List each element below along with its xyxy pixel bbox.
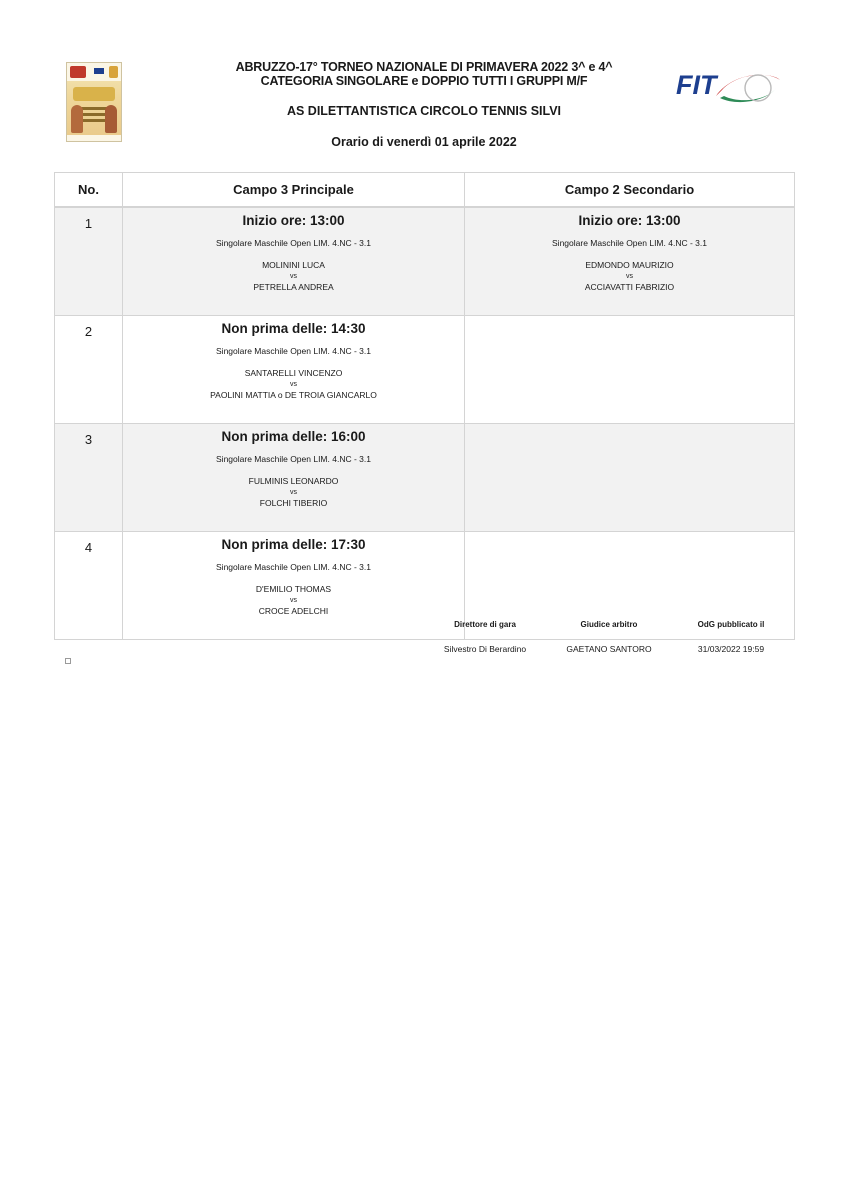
row-number: 4 [55, 532, 123, 640]
player-2: FOLCHI TIBERIO [259, 498, 328, 508]
match-event: Singolare Maschile Open LIM. 4.NC - 3.1 [216, 562, 371, 572]
match-event: Singolare Maschile Open LIM. 4.NC - 3.1 [216, 238, 371, 248]
vs-label: vs [626, 273, 633, 280]
table-row [55, 424, 795, 532]
player-1: EDMONDO MAURIZIO [585, 260, 674, 270]
player-2: CROCE ADELCHI [258, 606, 329, 616]
player-1: SANTARELLI VINCENZO [244, 368, 343, 378]
header-no: No. [55, 173, 123, 208]
club-name: AS DILETTANTISTICA CIRCOLO TENNIS SILVI [286, 104, 562, 118]
match-time: Inizio ore: 13:00 [242, 213, 345, 228]
tournament-poster-image [66, 62, 122, 142]
match-event: Singolare Maschile Open LIM. 4.NC - 3.1 [216, 346, 371, 356]
player-2: ACCIAVATTI FABRIZIO [584, 282, 675, 292]
tournament-title-line2: CATEGORIA SINGOLARE e DOPPIO TUTTI I GRUPPI M/F [260, 74, 588, 88]
director-name: Silvestro Di Berardino [443, 644, 527, 654]
schedule-table [54, 172, 795, 640]
match-cell [123, 316, 465, 424]
referee-block [544, 620, 674, 654]
director-block [420, 620, 550, 654]
header-court-3: Campo 3 Principale [123, 173, 465, 208]
vs-label: vs [290, 489, 297, 496]
empty-cell [465, 316, 795, 424]
table-row [55, 207, 795, 316]
match-cell [123, 532, 465, 640]
published-value: 31/03/2022 19:59 [697, 644, 765, 654]
table-row [55, 316, 795, 424]
vs-label: vs [290, 381, 297, 388]
director-label: Direttore di gara [454, 620, 516, 629]
match-event: Singolare Maschile Open LIM. 4.NC - 3.1 [216, 454, 371, 464]
vs-label: vs [290, 273, 297, 280]
referee-name: GAETANO SANTORO [566, 644, 652, 654]
row-number: 2 [55, 316, 123, 424]
match-cell [123, 424, 465, 532]
match-time: Non prima delle: 17:30 [221, 537, 366, 552]
published-block [666, 620, 796, 654]
player-1: MOLININI LUCA [262, 260, 325, 270]
vs-label: vs [290, 597, 297, 604]
player-1: FULMINIS LEONARDO [248, 476, 339, 486]
player-2: PAOLINI MATTIA o DE TROIA GIANCARLO [210, 390, 377, 400]
table-header-row [55, 173, 795, 208]
referee-label: Giudice arbitro [580, 620, 638, 629]
small-square-marker [65, 658, 71, 664]
match-time: Non prima delle: 14:30 [221, 321, 366, 336]
row-number: 3 [55, 424, 123, 532]
published-label: OdG pubblicato il [697, 620, 765, 629]
tournament-title-line1: ABRUZZO-17° TORNEO NAZIONALE DI PRIMAVERA 2022 3^ e 4^ [235, 60, 613, 74]
match-event: Singolare Maschile Open LIM. 4.NC - 3.1 [552, 238, 707, 248]
row-number: 1 [55, 207, 123, 316]
schedule-date: Orario di venerdì 01 aprile 2022 [331, 135, 517, 149]
player-2: PETRELLA ANDREA [253, 282, 334, 292]
match-cell [465, 207, 795, 316]
page-header [140, 60, 708, 149]
player-1: D'EMILIO THOMAS [255, 584, 332, 594]
fit-logo [676, 66, 782, 110]
match-time: Non prima delle: 16:00 [221, 429, 366, 444]
match-time: Inizio ore: 13:00 [578, 213, 681, 228]
header-court-2: Campo 2 Secondario [465, 173, 795, 208]
fit-logo-text: FIT [676, 70, 717, 100]
match-cell [123, 207, 465, 316]
empty-cell [465, 424, 795, 532]
